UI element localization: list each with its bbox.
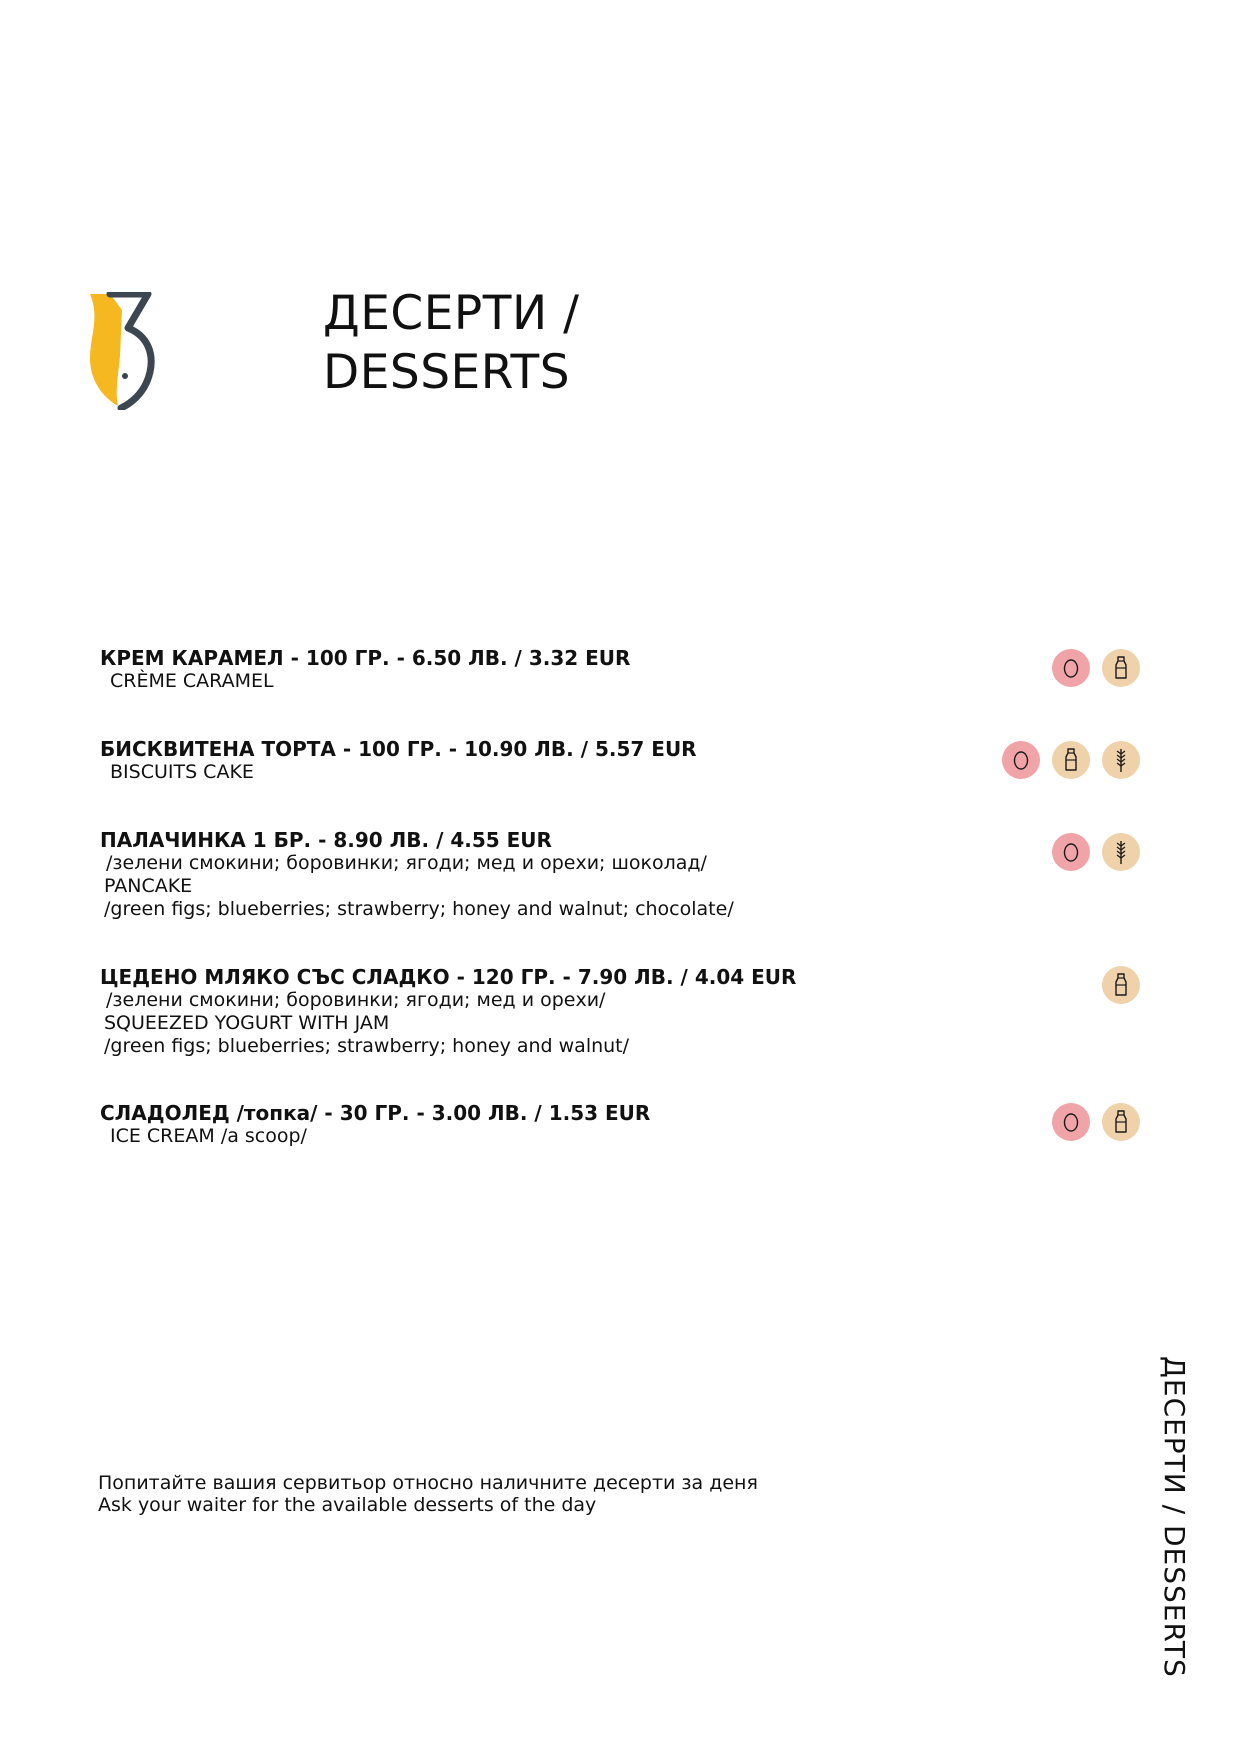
item-name-en: BISCUITS CAKE — [110, 761, 254, 783]
milk-icon — [1102, 966, 1140, 1004]
page-title-line-2: DESSERTS — [323, 345, 571, 400]
availability-note-en: Ask your waiter for the available desserts of the day — [98, 1494, 597, 1516]
gluten-icon — [1102, 833, 1140, 871]
item-toppings-bg: /зелени смокини; боровинки; ягоди; мед и орехи; шоколад/ — [106, 852, 707, 874]
allergen-icons — [1052, 833, 1140, 871]
item-title: КРЕМ КАРАМЕЛ - 100 ГР. - 6.50 ЛВ. / 3.32 EUR — [100, 646, 631, 670]
egg-icon — [1002, 741, 1040, 779]
allergen-icons — [1052, 1103, 1140, 1141]
page-title — [323, 284, 579, 402]
allergen-icons — [1052, 649, 1140, 687]
availability-note — [98, 1472, 758, 1516]
item-toppings-en: /green figs; blueberries; strawberry; honey and walnut; chocolate/ — [104, 898, 734, 920]
egg-icon — [1052, 649, 1090, 687]
allergen-icons — [1102, 966, 1140, 1004]
milk-icon — [1052, 741, 1090, 779]
item-name-en: PANCAKE — [104, 875, 193, 897]
menu-item-ice-cream — [100, 1102, 1140, 1148]
item-name-en: CRÈME CARAMEL — [110, 670, 274, 692]
availability-note-bg: Попитайте вашия сервитьор относно наличните десерти за деня — [98, 1472, 758, 1494]
egg-icon — [1052, 1103, 1090, 1141]
item-name-en: ICE CREAM /a scoop/ — [110, 1125, 307, 1147]
allergen-icons — [1002, 741, 1140, 779]
item-title: БИСКВИТЕНА ТОРТА - 100 ГР. - 10.90 ЛВ. / 5.57 EUR — [100, 737, 697, 761]
item-toppings-bg: /зелени смокини; боровинки; ягоди; мед и орехи/ — [106, 989, 606, 1011]
side-section-label: ДЕСЕРТИ / DESSERTS — [1158, 1356, 1191, 1678]
menu-item-squeezed-yogurt — [100, 966, 1140, 1058]
milk-icon — [1102, 1103, 1140, 1141]
page-title-line-1: ДЕСЕРТИ / — [323, 286, 580, 341]
item-name-en: SQUEEZED YOGURT WITH JAM — [104, 1012, 390, 1034]
menu-item-biscuits-cake — [100, 738, 1140, 784]
item-title: ЦЕДЕНО МЛЯКО СЪС СЛАДКО - 120 ГР. - 7.90 ЛВ. / 4.04 EUR — [100, 965, 797, 989]
menu-item-creme-caramel — [100, 647, 1140, 693]
menu-item-pancake — [100, 829, 1140, 921]
item-title: ПАЛАЧИНКА 1 БР. - 8.90 ЛВ. / 4.55 EUR — [100, 828, 552, 852]
item-toppings-en: /green figs; blueberries; strawberry; honey and walnut/ — [104, 1035, 630, 1057]
milk-icon — [1102, 649, 1140, 687]
restaurant-logo — [88, 292, 160, 410]
egg-icon — [1052, 833, 1090, 871]
item-title: СЛАДОЛЕД /топка/ - 30 ГР. - 3.00 ЛВ. / 1.53 EUR — [100, 1101, 651, 1125]
gluten-icon — [1102, 741, 1140, 779]
